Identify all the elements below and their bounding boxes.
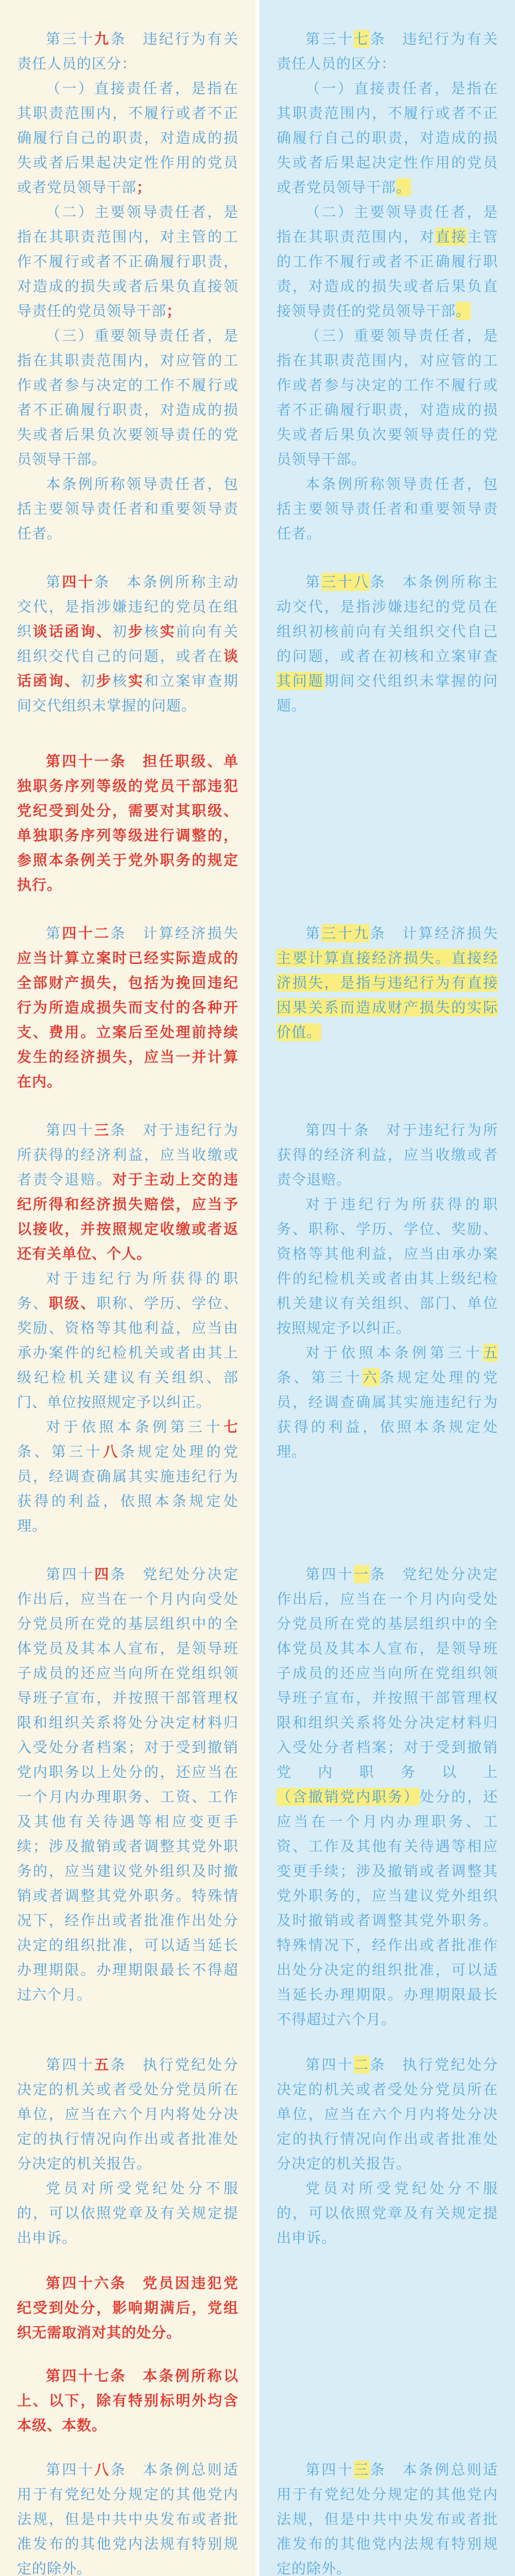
text-run: （三）重要领导责任者，是指在其职责范围内，对应管的工作或者参与决定的工作不履行或者不正确履行职责，对造成的损失或者后果负次要领导责任的党员领导干部。 [277,328,498,467]
text-run: 条 本条例总则适用于有党纪处分规定的其他党内法规，但是中共中央发布或者批准发布的其他党内法规有特别规定的除外。 [277,2462,498,2576]
text-run: 第 [305,574,322,590]
paragraph [277,324,498,472]
highlighted-text-run: 主要计算直接经济损失。直接经济损失，是指与违纪行为有直接因果关系而造成财产损失的实际价值。 [277,950,498,1040]
right-column-row-7 [258,718,515,897]
paragraph [17,2271,238,2345]
text-run: 对于违纪行为所获得的职务、 [17,1270,238,1311]
text-run: 核 [112,673,128,689]
added-text-run: 步 [128,623,144,639]
paragraph [277,921,498,1045]
paragraph [17,921,238,1094]
text-run: 条 党纪处分决定作出后，应当在一个月内向受处分党员所在党的基层组织中的全体党员及其本人宣布，是领导班子成员的还应当向所在党组织领导班子宣布，并按照干部管理权限和组织关系将处分决定材料归入受处分者档案；对于受到撤销党内职务以上 [277,1566,498,1780]
text-run: 第 [46,574,62,590]
text-run: （一）直接责任者，是指在其职责范围内，不履行或者不正确履行自己的职责，对造成的损失或者后果起决定性作用的党员或者党员领导干部 [277,80,498,195]
paragraph [17,472,238,546]
paragraph [277,2053,498,2176]
added-text-run: ； [136,179,152,195]
paragraph [17,2364,238,2438]
paragraph [277,1562,498,2032]
text-run: 初 [80,673,97,689]
text-run: （一）直接责任者，是指在其职责范围内，不履行或者不正确履行自己的职责，对造成的损失或者后果起决定性作用的党员或者党员领导干部 [17,80,238,195]
left-column-row-14 [0,2438,258,2576]
added-text-run: 三 [94,1122,111,1138]
added-text-run: 步 [96,673,113,689]
text-run: 和立案审查期间交代组织未掌握的问题。 [17,673,238,714]
text-run: 第 [46,925,62,941]
left-column-row-4 [0,324,258,472]
text-run: 条 本条例所称主动交代，是指涉嫌违纪的党员在组织初核前向有关组织交代自己的问题，或者在初核和立案审查 [277,574,498,664]
text-run: 第四十 [46,2462,95,2478]
text-run: （二）主要领导责任者，是指在其职责范围内，对 [277,204,498,245]
highlighted-text-run: 六 [363,1369,380,1385]
right-column-row-3 [258,200,515,324]
right-column-row-4 [258,324,515,472]
text-run: 条 执行党纪处分决定的机关或者受处分党员所在单位，应当在六个月内将处分决定的执行情况向作出或者批准处分决定的机关报告。 [277,2057,498,2172]
text-run: 条 对于违纪行为所获得的经济利益，应当收缴或者责令退赔。 [17,1122,238,1188]
right-column-row-1 [258,0,515,76]
added-text-run: 职级、 [48,1295,97,1311]
added-text-run: 应当计算立案时已经实际造成的全部财产损失，包括为挽回违纪行为所造成损失而支付的各种开支、费用。立案后至处理前持续发生的经济损失，应当一并计算在内。 [17,950,238,1090]
text-run: 对于依照本条例第三十 [305,1345,483,1361]
added-text-run: 八 [103,1444,121,1460]
right-column-row-12 [258,2250,515,2345]
text-run: 第四十条 对于违纪行为所获得的经济利益，应当收缴或者责令退赔。 [277,1122,498,1188]
paragraph [277,472,498,546]
text-run: 第四十 [305,1566,354,1582]
text-run: 第 [305,925,322,941]
text-run: 条 执行党纪处分决定的机关或者受处分党员所在单位，应当在六个月内将处分决定的执行情况向作出或者批准处分决定的机关报告。 [17,2057,238,2172]
left-column-row-8 [0,897,258,1094]
added-text-run: 实 [160,623,176,639]
paragraph [17,2176,238,2250]
text-run: 条 党纪处分决定作出后，应当在一个月内向受处分党员所在党的基层组织中的全体党员及其本人宣布，是领导班子成员的还应当向所在党组织领导班子宣布，并按照干部管理权限和组织关系将处分决定材料归入受处分者档案；对于受到撤销党内职务以上处分的，还应当在一个月内办理职务、工资、工作及其他有关待遇等相应变更手续；涉及撤销或者调整其党外职务的，应当建议党外组织及时撤销或者调整其党外职务。特殊情况下，经作出或者批准作出处分决定的组织批准，可以适当延长办理期限。办理期限最长不得超过六个月。 [17,1566,238,2003]
added-text-run: 五 [94,2057,111,2073]
paragraph [17,1266,238,1415]
added-text-run: ； [166,303,182,319]
text-run: 条规定处理的党员，经调查确属其实施违纪行为获得的利益，依照本条规定处理。 [17,1444,238,1534]
paragraph [17,200,238,324]
text-run: 第四十 [46,1122,95,1138]
highlighted-text-run: 三十九 [321,925,370,941]
right-column-row-8 [258,897,515,1094]
right-column-row-13 [258,2345,515,2438]
left-column-row-2 [0,76,258,200]
text-run: 主管的工作不履行或者不正确履行职责，对造成的损失或者后果负直接领导责任的党员领导干部 [277,229,498,319]
paragraph [277,1118,498,1192]
text-run: 第四十 [305,2462,354,2478]
highlighted-text-run: 。 [456,303,471,319]
paragraph [17,2458,238,2576]
left-column-row-1 [0,0,258,76]
highlighted-text-run: 一 [354,1566,370,1582]
added-text-run: 四十二 [62,925,111,941]
added-text-run: 谈话函询、 [32,623,113,639]
paragraph [17,76,238,200]
text-run: 处分的，还应当在一个月内办理职务、工资、工作及其他有关待遇等相应变更手续；涉及撤销或者调整其党外职务的，应当建议党外组织及时撤销或者调整其党外职务。特殊情况下，经作出或者批准作出处分决定的组织批准，可以适当延长办理期限。办理期限最长不得超过六个月。 [277,1789,498,2027]
paragraph [277,200,498,324]
highlighted-text-run: 。 [396,179,411,195]
text-run: 党员对所受党纪处分不服的，可以依照党章及有关规定提出申诉。 [277,2180,498,2246]
text-run: 职称、学历、学位、奖励、资格等其他利益，应当由承办案件的纪检机关或者由其上级纪检机关建议有关组织、部门、单位按照规定予以纠正。 [17,1295,238,1410]
text-run: 条 计算经济损失 [370,925,498,941]
added-text-run: 九 [94,31,111,47]
left-column-row-10 [0,1538,258,2032]
text-run: 本条例所称领导责任者，包括主要领导责任者和重要领导责任者。 [277,476,498,541]
paragraph [277,570,498,718]
text-run: 前向有关组织交代自己的问题，或者在 [17,623,238,664]
text-run: 条、第三十 [17,1444,104,1460]
text-run: 第四十 [46,1566,95,1582]
paragraph [17,1415,238,1538]
text-run: 条规定处理的党员，经调查确属其实施违纪行为获得的利益，依照本条规定处理。 [277,1369,498,1460]
paragraph [277,1192,498,1341]
left-column-row-9 [0,1094,258,1538]
added-text-run: 实 [128,673,144,689]
text-run: 第三十 [305,31,354,47]
added-text-run: 七 [223,1419,238,1435]
right-column-row-10 [258,1538,515,2032]
text-run: 期间交代组织未掌握的问题。 [277,673,498,714]
highlighted-text-run: 三十八 [321,574,370,590]
text-run: 条 计算经济损失 [110,925,238,941]
left-column-row-13 [0,2345,258,2438]
paragraph [17,27,238,76]
right-column-row-2 [258,76,515,200]
paragraph [17,570,238,718]
highlighted-text-run: 三 [354,2462,370,2478]
right-column-row-14 [258,2438,515,2576]
text-run: 条 违纪行为有关责任人员的区分： [277,31,498,72]
text-run: 条 本条例总则适用于有党纪处分规定的其他党内法规，但是中共中央发布或者批准发布的其他党内法规有特别规定的除外。 [17,2462,238,2576]
highlighted-text-run: 其问题 [277,673,324,689]
left-column-row-3 [0,200,258,324]
right-column-row-6 [258,546,515,718]
added-text-run: 第四十七条 本条例所称以上、以下，除有特别标明外均含本级、本数。 [17,2368,238,2433]
text-run: 党员对所受党纪处分不服的，可以依照党章及有关规定提出申诉。 [17,2180,238,2246]
text-run: 条、第三十 [277,1369,363,1385]
paragraph [277,1341,498,1464]
added-text-run: 四 [94,1566,111,1582]
left-column-row-7 [0,718,258,897]
added-text-run: 对于主动上交的违纪所得和经济损失赔偿，应当予以接收，并按照规定收缴或者返还有关单位、个人。 [17,1172,238,1262]
left-column-row-6 [0,546,258,718]
text-run: 条 本条例所称主动交代，是指涉嫌违纪的党员在组织 [17,574,238,639]
text-run: 核 [144,623,160,639]
added-text-run: 谈话函询、 [17,648,238,689]
text-run: 第四十 [305,2057,354,2073]
text-run: （三）重要领导责任者，是指在其职责范围内，对应管的工作或者参与决定的工作不履行或者不正确履行职责，对造成的损失或者后果负次要领导责任的党员领导干部。 [17,328,238,467]
highlighted-text-run: 二 [354,2057,370,2073]
highlighted-text-run: 七 [354,31,370,47]
text-run: 条 违纪行为有关责任人员的区分： [17,31,238,72]
text-run: 对于依照本条例第三十 [46,1419,224,1435]
paragraph [277,2176,498,2250]
added-text-run: 第四十一条 担任职级、单独职务序列等级的党员干部违犯党纪受到处分，需要对其职级、单独职务序列等级进行调整的，参照本条例关于党外职务的规定执行。 [17,753,238,893]
paragraph [17,1562,238,2007]
right-column-row-5 [258,472,515,546]
added-text-run: 八 [94,2462,111,2478]
added-text-run: 四十 [62,574,95,590]
paragraph [277,27,498,76]
text-run: 本条例所称领导责任者，包括主要领导责任者和重要领导责任者。 [17,476,238,541]
paragraph [17,1118,238,1266]
highlighted-text-run: （含撤销党内职务） [277,1789,420,1805]
right-column-row-11 [258,2032,515,2250]
paragraph [277,76,498,200]
left-column-row-12 [0,2250,258,2345]
added-text-run: 第四十六条 党员因违犯党纪受到处分，影响期满后，党组织无需取消对其的处分。 [17,2275,238,2341]
text-run: 第三十 [46,31,95,47]
left-column-row-5 [0,472,258,546]
text-run: （二）主要领导责任者，是指在其职责范围内，对主管的工作不履行或者不正确履行职责，对造成的损失或者后果负直接领导责任的党员领导干部 [17,204,238,319]
highlighted-text-run: 直接 [435,229,468,245]
paragraph [17,2053,238,2176]
paragraph [277,2458,498,2576]
left-column-row-11 [0,2032,258,2250]
right-column-row-9 [258,1094,515,1538]
text-run: 初 [112,623,128,639]
text-run: 第四十 [46,2057,95,2073]
paragraph [17,324,238,472]
text-run: 对于违纪行为所获得的职务、职称、学历、学位、奖励、资格等其他利益，应当由承办案件的纪检机关或者由其上级纪检机关建议有关组织、部门、单位按照规定予以纠正。 [277,1196,498,1336]
highlighted-text-run: 五 [483,1345,498,1361]
paragraph [17,749,238,897]
